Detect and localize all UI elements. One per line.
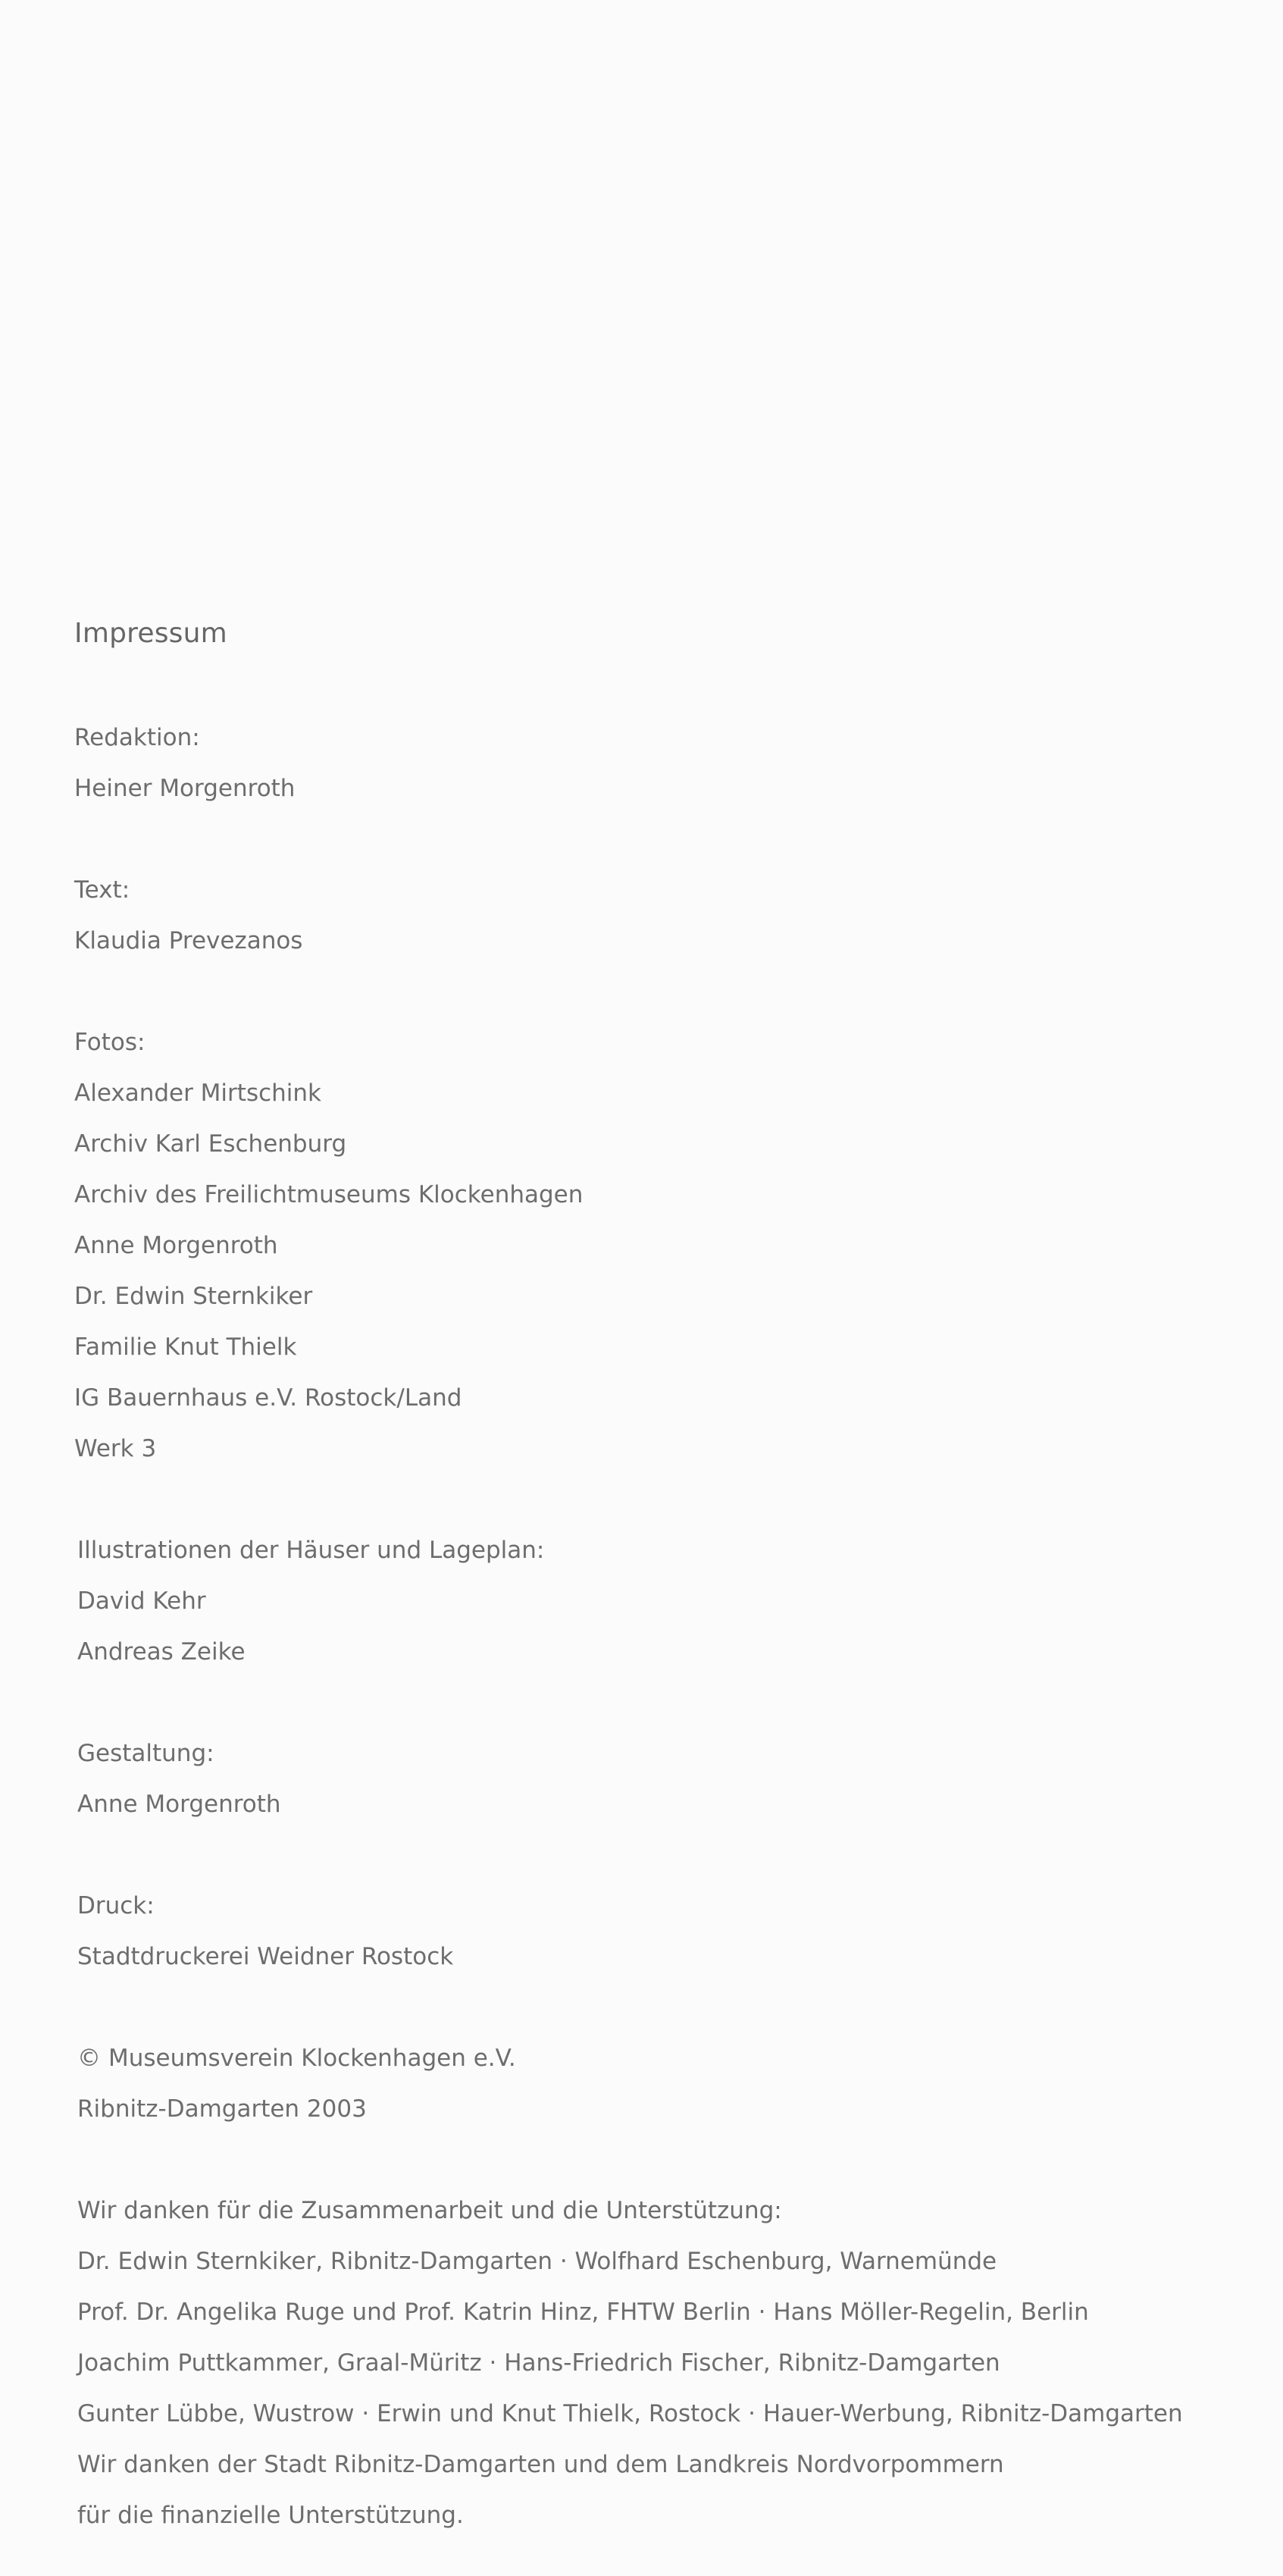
imprint-content	[74, 713, 1226, 2541]
photo-credit: Archiv Karl Eschenburg	[74, 1130, 347, 1158]
section-redaktion	[74, 713, 1226, 814]
photo-credit: Alexander Mirtschink	[74, 1080, 321, 1107]
contributor-name: Klaudia Prevezanos	[74, 927, 303, 954]
copyright-icon: ©	[77, 2045, 101, 2072]
photo-credit: Anne Morgenroth	[74, 1232, 278, 1259]
thanks-line: Prof. Dr. Angelika Ruge und Prof. Katrin Hinz, FHTW Berlin · Hans Möller-Regelin, Berlin	[77, 2299, 1089, 2326]
designer-name: Anne Morgenroth	[77, 1791, 281, 1818]
illustrator-name: Andreas Zeike	[77, 1638, 246, 1666]
page-title: Impressum	[74, 618, 227, 649]
thanks-line: Wir danken für die Zusammenarbeit und die Unterstützung:	[77, 2197, 782, 2224]
photo-credit: Dr. Edwin Sternkiker	[74, 1283, 313, 1310]
section-label: Redaktion:	[74, 724, 200, 751]
publication-place-year: Ribnitz-Damgarten 2003	[77, 2095, 367, 2123]
section-illustrationen	[74, 1525, 1226, 1678]
section-label: Fotos:	[74, 1029, 146, 1056]
copyright-owner: Museumsverein Klockenhagen e.V.	[108, 2045, 516, 2072]
section-text	[74, 865, 1226, 967]
section-label: Druck:	[77, 1892, 155, 1919]
contributor-name: Heiner Morgenroth	[74, 775, 296, 802]
section-fotos	[74, 1017, 1226, 1474]
section-thanks	[74, 2186, 1226, 2541]
thanks-line: Joachim Puttkammer, Graal-Müritz · Hans-Friedrich Fischer, Ribnitz-Damgarten	[77, 2349, 1000, 2377]
photo-credit: Werk 3	[74, 1435, 157, 1462]
section-label: Illustrationen der Häuser und Lageplan:	[77, 1537, 545, 1564]
thanks-line: Wir danken der Stadt Ribnitz-Damgarten und dem Landkreis Nordvorpommern	[77, 2451, 1004, 2478]
photo-credit: Archiv des Freilichtmuseums Klockenhagen	[74, 1181, 584, 1208]
section-label: Gestaltung:	[77, 1740, 214, 1767]
section-gestaltung	[74, 1728, 1226, 1830]
thanks-line: Gunter Lübbe, Wustrow · Erwin und Knut Thielk, Rostock · Hauer-Werbung, Ribnitz-Damgarten	[77, 2400, 1183, 2427]
printer-name: Stadtdruckerei Weidner Rostock	[77, 1943, 454, 1970]
copyright-line	[77, 2033, 1226, 2084]
photo-credit: IG Bauernhaus e.V. Rostock/Land	[74, 1384, 462, 1412]
section-druck	[74, 1881, 1226, 1982]
thanks-line: für die finanzielle Unterstützung.	[77, 2502, 464, 2529]
section-copyright	[74, 2033, 1226, 2135]
illustrator-name: David Kehr	[77, 1587, 206, 1615]
thanks-line: Dr. Edwin Sternkiker, Ribnitz-Damgarten · Wolfhard Eschenburg, Warnemünde	[77, 2248, 997, 2275]
photo-credit: Familie Knut Thielk	[74, 1333, 297, 1361]
section-label: Text:	[74, 876, 130, 904]
